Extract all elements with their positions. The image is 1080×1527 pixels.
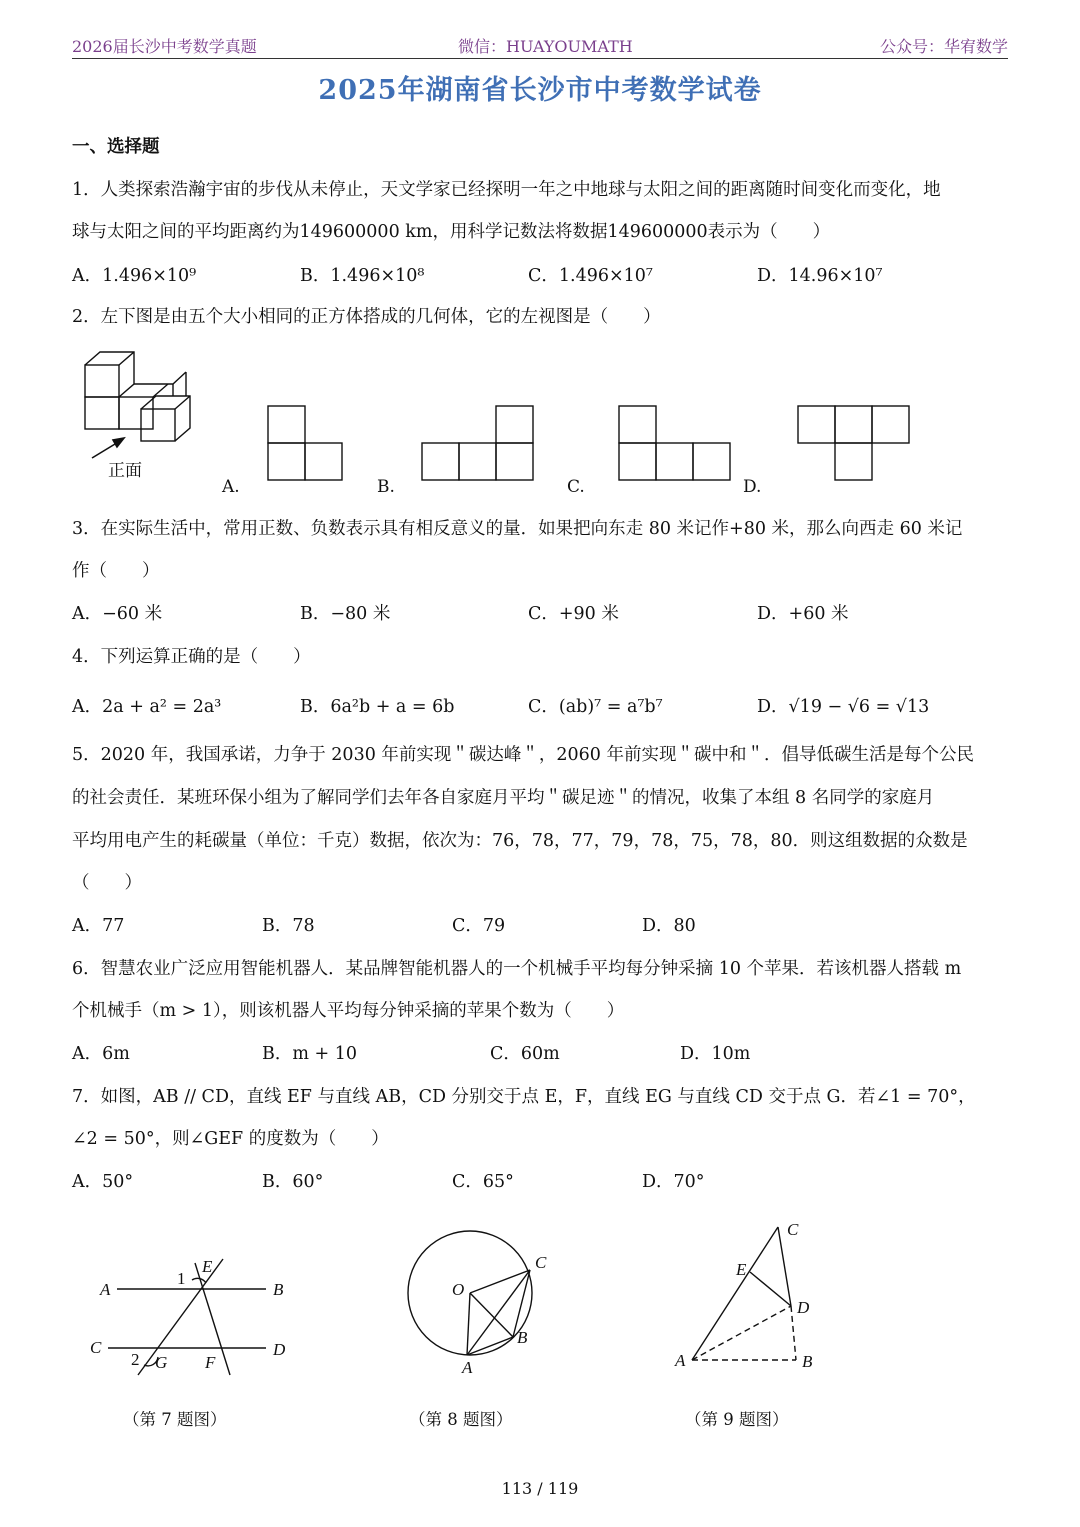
q6-option-b: B．m + 10 [262,1044,358,1064]
q6-option-d: D．10m [680,1044,751,1064]
q5-line4: （ ） [72,873,142,893]
q4-option-b: B．6a²b + a = 6b [300,697,455,717]
q3-option-c: C．+90 米 [528,604,619,624]
figure-7-caption: （第 7 题图） [123,1410,227,1429]
q6-option-a: A．6m [72,1044,130,1064]
f7-angle-2: 2 [131,1350,140,1369]
q4-line1: 4．下列运算正确的是（ ） [72,647,311,667]
q2-solid-figure [80,350,210,480]
q3-option-a: A．−60 米 [72,604,163,624]
header-center: 微信：HUAYOUMATH [458,37,633,56]
f7-label-d: D [273,1340,286,1359]
q1-option-b: B．1.496×10⁸ [300,266,425,286]
q7-line1: 7．如图，AB // CD，直线 EF 与直线 AB，CD 分别交于点 E，F，直线 EG 与直线 CD 交于点 G．若∠1 = 70°， [72,1087,976,1107]
q6-line2: 个机械手（m > 1），则该机器人平均每分钟采摘的苹果个数为（ ） [72,1001,625,1021]
q1-option-a: A．1.496×10⁹ [72,266,197,286]
q4-option-c: C．(ab)⁷ = a⁷b⁷ [528,697,663,717]
figure-8-caption: （第 8 题图） [409,1410,513,1429]
q7-option-c: C．65° [452,1172,514,1192]
q4-option-a: A．2a + a² = 2a³ [72,697,222,717]
q2-line1: 2．左下图是由五个大小相同的正方体搭成的几何体，它的左视图是（ ） [72,307,661,327]
f9-label-c: C [787,1220,799,1239]
figure-9 [670,1215,830,1375]
page-title: 2025年湖南省长沙市中考数学试卷 [318,75,762,106]
q2-label-d: D. [743,477,762,497]
figure-9-caption: （第 9 题图） [685,1410,789,1429]
f7-label-c: C [90,1338,102,1357]
f7-label-b: B [273,1280,284,1299]
q6-line1: 6．智慧农业广泛应用智能机器人．某品牌智能机器人的一个机械手平均每分钟采摘 10 个苹果．若该机器人搭载 m [72,959,962,979]
f8-label-o: O [452,1280,465,1299]
q5-line2: 的社会责任．某班环保小组为了解同学们去年各自家庭月平均＂碳足迹＂的情况，收集了本组 8 名同学的家庭月 [72,788,935,808]
f9-label-e: E [736,1260,747,1279]
f9-label-a: A [675,1351,686,1370]
q2-label-b: B. [377,477,395,497]
f7-label-g: G [155,1353,168,1372]
q3-option-b: B．−80 米 [300,604,391,624]
q4-option-d: D．√19 − √6 = √13 [757,697,930,717]
figure-8 [400,1215,570,1375]
q5-option-d: D．80 [642,916,696,936]
q5-option-b: B．78 [262,916,315,936]
q1-line1: 1．人类探索浩瀚宇宙的步伐从未停止，天文学家已经探明一年之中地球与太阳之间的距离随时间变化而变化，地 [72,180,941,200]
q5-line3: 平均用电产生的耗碳量（单位：千克）数据，依次为：76，78，77，79，78，75，78，80．则这组数据的众数是 [72,831,968,851]
f7-label-e: E [202,1257,213,1276]
q2-option-a-figure [267,405,343,481]
q7-line2: ∠2 = 50°，则∠GEF 的度数为（ ） [72,1129,389,1149]
f7-label-f: F [205,1353,216,1372]
section-title: 一、选择题 [72,137,160,157]
figure-7 [80,1245,310,1385]
header-divider [72,58,1008,59]
f8-label-b: B [517,1328,528,1347]
q5-option-a: A．77 [72,916,125,936]
f8-label-c: C [535,1253,547,1272]
q2-option-d-figure [797,405,910,481]
q5-line1: 5．2020 年，我国承诺，力争于 2030 年前实现＂碳达峰＂，2060 年前实现＂碳中和＂．倡导低碳生活是每个公民 [72,745,974,765]
f7-angle-1: 1 [177,1269,186,1288]
header-right: 公众号：华宥数学 [879,37,1008,56]
q1-option-d: D．14.96×10⁷ [757,266,883,286]
page-number: 113 / 119 [501,1479,579,1498]
q7-option-d: D．70° [642,1172,705,1192]
f8-label-a: A [462,1358,473,1377]
q5-option-c: C．79 [452,916,506,936]
f9-label-b: B [802,1352,813,1371]
q2-label-c: C. [567,477,585,497]
q7-option-a: A．50° [72,1172,134,1192]
f7-label-a: A [100,1280,111,1299]
q7-option-b: B．60° [262,1172,324,1192]
q3-line1: 3．在实际生活中，常用正数、负数表示具有相反意义的量．如果把向东走 80 米记作+80 米，那么向西走 60 米记 [72,519,963,539]
q2-option-c-figure [618,405,731,481]
q6-option-c: C．60m [490,1044,560,1064]
f9-label-d: D [797,1298,810,1317]
q3-option-d: D．+60 米 [757,604,849,624]
q2-front-label: 正面 [108,461,142,481]
q1-line2: 球与太阳之间的平均距离约为149600000 km，用科学记数法将数据149600000表示为（ ） [72,222,831,242]
q2-option-b-figure [421,405,534,481]
q1-option-c: C．1.496×10⁷ [528,266,653,286]
header-left: 2026届长沙中考数学真题 [72,37,257,56]
q3-line2: 作（ ） [72,561,160,581]
q2-label-a: A. [222,477,240,497]
